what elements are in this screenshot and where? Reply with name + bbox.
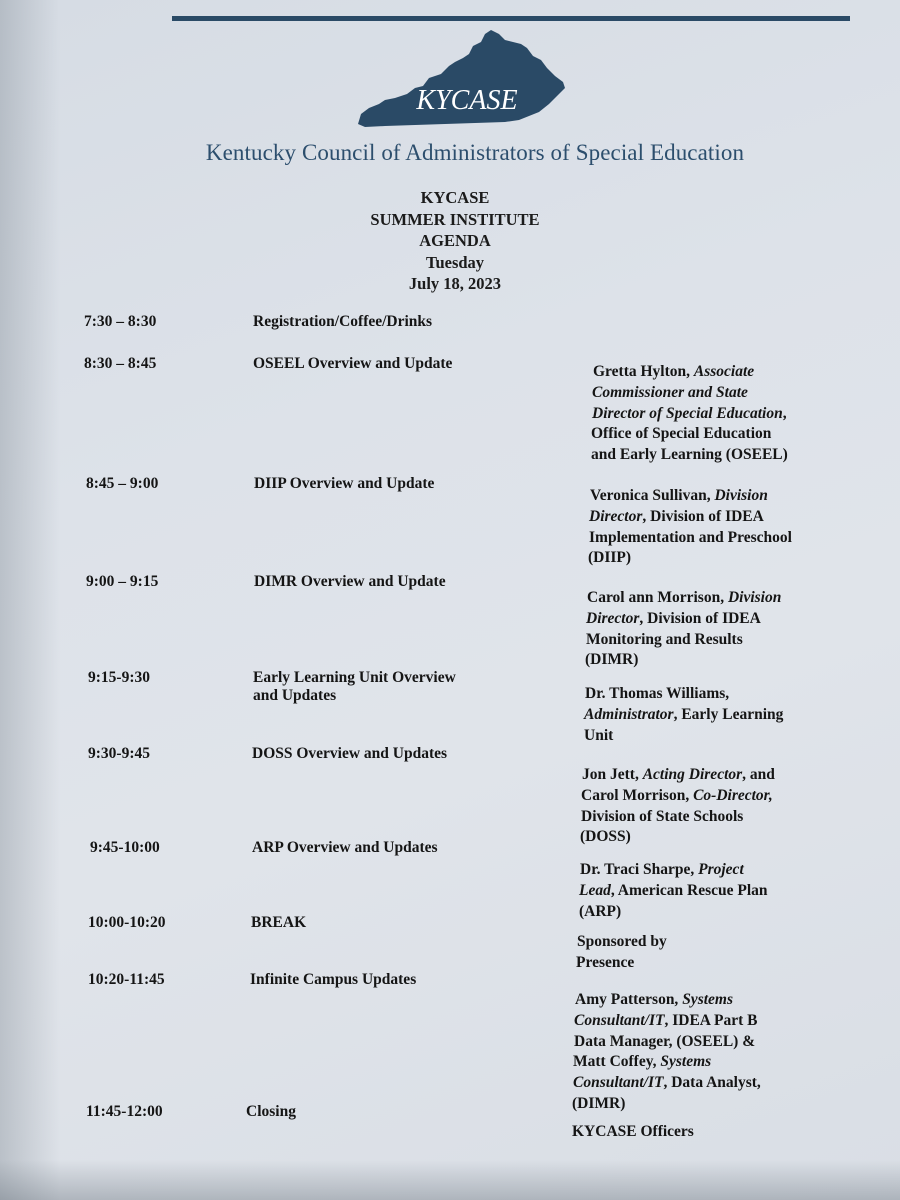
title-line: AGENDA — [419, 231, 491, 250]
agenda-presenter: Director, Division of IDEA — [589, 507, 764, 525]
agenda-presenter: KYCASE Officers — [572, 1123, 694, 1140]
agenda-time: 9:45-10:00 — [90, 839, 160, 856]
agenda-time: 11:45-12:00 — [86, 1103, 163, 1120]
agenda-presenter: Dr. Traci Sharpe, Project — [580, 861, 744, 878]
agenda-presenter: Lead, American Rescue Plan — [579, 881, 768, 899]
agenda-topic: Infinite Campus Updates — [250, 971, 417, 988]
title-line: July 18, 2023 — [408, 274, 502, 293]
agenda-presenter: Monitoring and Results — [586, 630, 743, 648]
agenda-presenter: Unit — [584, 726, 614, 744]
agenda-presenter: Carol ann Morrison, Division — [587, 589, 782, 606]
agenda-presenter: Carol Morrison, Co-Director, — [581, 786, 773, 804]
agenda-time: 9:30-9:45 — [88, 745, 150, 762]
agenda-topic: DIIP Overview and Update — [254, 475, 435, 492]
agenda-presenter: (ARP) — [579, 902, 622, 920]
title-line: Tuesday — [425, 252, 485, 272]
title-line: SUMMER INSTITUTE — [370, 209, 540, 229]
agenda-time: 10:20-11:45 — [88, 971, 165, 988]
agenda-presenter: Presence — [576, 953, 635, 971]
agenda-presenter: Sponsored by — [577, 933, 667, 950]
agenda-presenter: (DOSS) — [580, 828, 631, 846]
logo-text: KYCASE — [416, 85, 518, 116]
agenda-topic: Registration/Coffee/Drinks — [253, 313, 433, 330]
agenda-time: 9:15-9:30 — [88, 669, 150, 686]
page-shadow — [0, 0, 60, 1200]
agenda-presenter: Commissioner and State — [592, 383, 748, 401]
agenda-presenter: (DIMR) — [572, 1095, 626, 1112]
agenda-presenter: Data Manager, (OSEEL) & — [574, 1032, 756, 1050]
agenda-topic: DOSS Overview and Updates — [252, 745, 448, 762]
agenda-time: 8:30 – 8:45 — [84, 355, 157, 372]
agenda-presenter: Division of State Schools — [581, 807, 744, 825]
agenda-topic: OSEEL Overview and Update — [253, 355, 453, 372]
agenda-presenter: (DIMR) — [585, 651, 639, 669]
agenda-presenter: Jon Jett, Acting Director, and — [582, 766, 775, 783]
agenda-presenter: (DIIP) — [588, 549, 632, 567]
agenda-topic: and Updates — [253, 687, 337, 704]
agenda-presenter: and Early Learning (OSEEL) — [591, 446, 788, 464]
agenda-presenter: Gretta Hylton, Associate — [593, 363, 755, 380]
agenda-presenter: Office of Special Education — [591, 425, 772, 443]
agenda-time: 10:00-10:20 — [88, 914, 166, 931]
agenda-presenter: Veronica Sullivan, Division — [590, 487, 768, 504]
agenda-presenter: Consultant/IT, Data Analyst, — [573, 1074, 761, 1092]
agenda-topic: ARP Overview and Updates — [252, 839, 438, 856]
page-bottom-shadow — [0, 1160, 900, 1200]
agenda-presenter: Director of Special Education, — [592, 404, 787, 422]
agenda-time: 7:30 – 8:30 — [84, 313, 157, 330]
agenda-time: 9:00 – 9:15 — [86, 573, 159, 590]
agenda-presenter: Consultant/IT, IDEA Part B — [574, 1011, 758, 1029]
agenda-presenter: Amy Patterson, Systems — [575, 991, 733, 1008]
kentucky-state-logo — [355, 28, 567, 130]
agenda-topic: DIMR Overview and Update — [254, 573, 446, 590]
title-line: KYCASE — [420, 188, 490, 207]
agenda-presenter: Director, Division of IDEA — [586, 609, 761, 627]
agenda-topic: Closing — [246, 1103, 296, 1120]
agenda-topic: Early Learning Unit Overview — [253, 669, 456, 686]
agenda-presenter: Dr. Thomas Williams, — [585, 685, 730, 702]
agenda-title — [300, 187, 610, 295]
agenda-time: 8:45 – 9:00 — [86, 475, 159, 492]
agenda-topic: BREAK — [251, 914, 307, 931]
header-rule — [172, 16, 850, 21]
organization-name: Kentucky Council of Administrators of Special Education — [205, 140, 745, 165]
kentucky-shape-icon — [355, 28, 567, 130]
agenda-presenter: Administrator, Early Learning — [584, 705, 784, 723]
agenda-presenter: Matt Coffey, Systems — [573, 1053, 712, 1071]
agenda-presenter: Implementation and Preschool — [589, 528, 792, 546]
